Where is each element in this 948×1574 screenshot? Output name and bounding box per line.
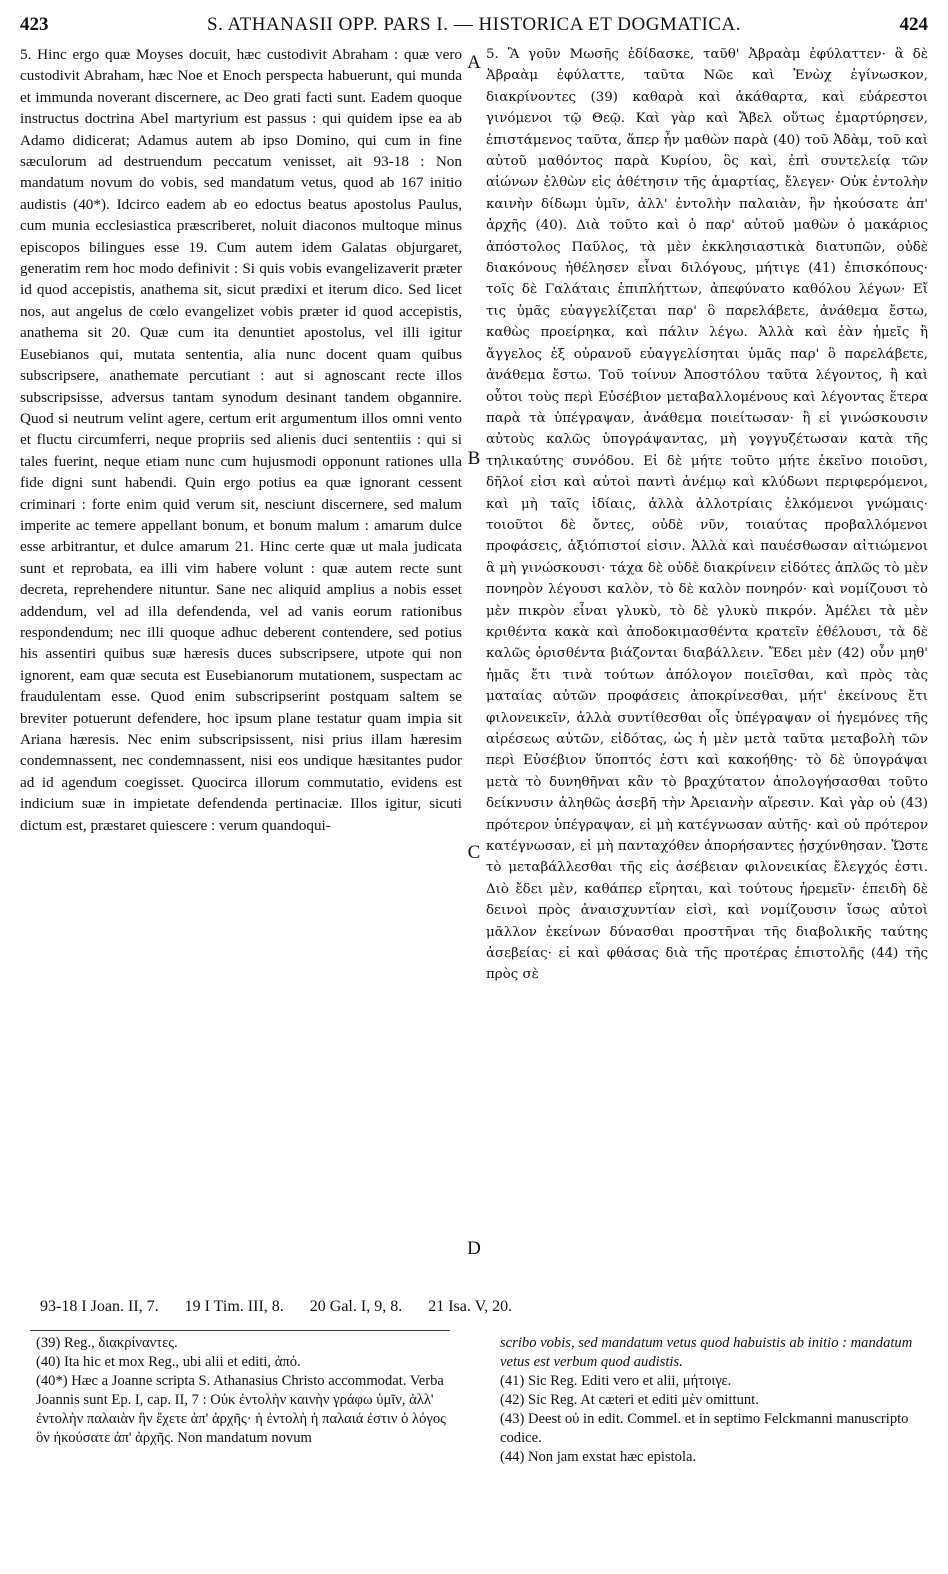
footnotes-right — [500, 1334, 920, 1467]
footnote-rule — [30, 1330, 450, 1331]
margin-letter-b: B — [467, 448, 481, 469]
latin-paragraph: 5. Hinc ergo quæ Moyses docuit, hæc custodivit Abraham : quæ vero custodivit Abraham, hæc Noe et Enoch perspecta habuerunt, qui munda et immunda noverant discernere, ac Deo grati facti sunt. Eadem quoque instructus doctrina Abel martyrium est passus : qui quidem ipse ea ab Adamo didicerat; Adamus autem ab ipso Domino, qui cum in fine sæculorum ad destruendum peccatum venisset, ait 93-18 : Non mandatum novum do vobis, sed mandatum vetus, quod ab 167 initio audistis (40*). Idcirco eadem ab eo edoctus beatus apostolus Paulus, cum munia ecclesiastica præscriberet, noluit diaconos multoque minus episcopos bilingues esse 19. Cum autem idem Galatas objurgaret, generatim rem hoc modo definivit : Si quis vobis evangelizaverit præter id quod accepistis, anathema sit, sicut prædixi et iterum dico. Sed licet nos, aut angelus de cœlo evangelizet vobis præter id quod accepistis, anathema sit 20. Quæ cum ita denuntiet apostolus, vel illi igitur Eusebianos qui, mutata sententia, alia nunc docent quam quibus subscripsere, anathemate percutiant : aut si agnoscant recte illos subscripsisse, adversus tantam synodum desinant tandem obgannire. Quod si neutrum velint agere, certum erit argumentum illos omni vento et fluctu circumferri, neque propriis sed alienis duci sententiis : qui si tales fuerint, neque etiam nunc cum hujusmodi opponunt rationes ulla fide digni sunt habendi. Quin ergo potius ea quæ ignorant cessent criminari : forte enim quid verum sit, nesciunt discernere, sed malum imperite ac temere appellant bonum, et bonum malum : amarum dulce esse arbitrantur, et dulce amarum 21. Hinc certe quæ ut mala judicata sunt et reprobata, ea illi vim habere volunt : quæ autem recte sunt decreta, reprehendere nituntur. Sane nec aliquid amplius a nobis esset addendum, vel ad illa defendenda, vel ad vanis eorum rationibus respondendum; nec illi quoque adhuc deberent contendere, sed potius his assentiri quibus suæ hæresis duces subscripsere, utpote qui non ignorent, eam quæ secuta est Eusebianorum mutationem, suspectam ac fraudulentam esse. Quod enim subscripserint postquam saltem se breviter potuerunt defendere, hoc ipsum plane testatur quam impia sit Ariana hæresis. Nec enim subscripsissent, nisi prius illam hæresim condemnassent, nec condemnassent, nisi eos undique hæsitantes pudor ad id agendum coegisset. Quocirca illorum commutatio, evidens est indicium suæ in impietate defendenda pertinaciæ. Illos igitur, sicuti dictum est, præstaret quiescere : verum quandoqui- — [20, 46, 462, 834]
footnotes-left — [36, 1334, 458, 1448]
footnote: (39) Reg., διακρίναντες. — [36, 1335, 178, 1351]
margin-letter-c: C — [467, 842, 481, 863]
latin-column — [20, 44, 462, 836]
running-title: S. ATHANASII OPP. PARS I. — HISTORICA ET DOGMATICA. — [206, 14, 742, 35]
margin-letter-d: D — [467, 1238, 481, 1259]
greek-column — [486, 44, 928, 986]
running-header — [20, 14, 928, 40]
scripture-ref: 19 I Tim. III, 8. — [184, 1298, 284, 1315]
footnote: (40*) Hæc a Joanne scripta S. Athanasius Christo accommodat. Verba Joannis sunt Ep. I, cap. II, 7 : Οὐκ ἐντολὴν καινὴν γράφω ὑμῖν, ἀλλ' ἐντολὴν παλαιὰν ἣν ἔχετε ἀπ' ἀρχῆς· ἡ ἐντολὴ ἡ παλαιά ἐστιν ὁ λόγος ὃν ἠκούσατε ἀπ' ἀρχῆς. Non mandatum novum — [36, 1373, 446, 1446]
greek-paragraph: 5. Ἃ γοῦν Μωσῆς ἐδίδασκε, ταῦθ' Ἀβραὰμ ἐφύλαττεν· ἃ δὲ Ἀβραὰμ ἐφύλαττε, ταῦτα Νῶε καὶ Ἐνὼχ ἐγίνωσκον, διακρίνοντες (39) καθαρὰ καὶ ἀκάθαρτα, καὶ εὐάρεστοι γινόμενοι τῷ Θεῷ. Καὶ γὰρ καὶ Ἄβελ οὕτως ἐμαρτύρησεν, ἐπιστάμενος ταῦτα, ἅπερ ἦν μαθὼν παρὰ (40) τοῦ Ἀδὰμ, τοῦ καὶ αὐτοῦ μαθόντος παρὰ Κυρίου, ὃς καὶ, ἐπὶ συντελείᾳ τῶν αἰώνων ἐλθὼν εἰς ἀθέτησιν τῆς ἁμαρτίας, ἔλεγεν· Οὐκ ἐντολὴν καινὴν δίδωμι ὑμῖν, ἀλλ' ἐντολὴν παλαιὰν, ἣν ἠκούσατε ἀπ' ἀρχῆς (40). Διὰ τοῦτο καὶ ὁ παρ' αὐτοῦ μαθὼν ὁ μακάριος ἀπόστολος Παῦλος, τὰ μὲν ἐκκλησιαστικὰ διατυπῶν, οὐδὲ διακόνους ἠθέλησεν εἶναι διλόγους, μήτιγε (41) ἐπισκόπους· τοῖς δὲ Γαλάταις ἐπιπλήττων, ἀπεφύνατο καθόλου λέγων· Εἴ τις ὑμᾶς εὐαγγελίζεται παρ' ὃ παρελάβετε, ἀνάθεμα ἔστω, καθὼς προείρηκα, καὶ πάλιν λέγω. Ἀλλὰ καὶ ἐὰν ἡμεῖς ἢ ἄγγελος ἐξ οὐρανοῦ εὐαγγελίσηται ὑμᾶς παρ' ὃ παρελάβετε, ἀνάθεμα ἔστω. Τοῦ τοίνυν Ἀποστόλου ταῦτα λέγοντος, ἢ καὶ οὗτοι τοὺς περὶ Εὐσέβιον μεταβαλλομένους καὶ λέγοντας ἕτερα παρὰ τὰ ὑπέγραψαν, ἀνάθεμα ποιείτωσαν· ἢ εἰ γινώσκουσιν αὐτοὺς καλῶς ὑπογράψαντας, μὴ γογγυζέτωσαν κατὰ τῆς τηλικαύτης συνόδου. Εἰ δὲ μήτε τοῦτο μήτε ἐκεῖνο ποιοῦσι, δῆλοί εἰσι καὶ αὐτοὶ παντὶ ἀνέμῳ καὶ κλύδωνι περιφερόμενοι, καὶ μὴ ταῖς ἰδίαις, ἀλλὰ ἀλλοτρίαις ἑλκόμενοι γνώμαις· τοιοῦτοι δὲ ὄντες, οὐδὲ νῦν, τοιαύτας προβαλλόμενοι προφάσεις, ἀξιόπιστοί εἰσιν. Ἀλλὰ καὶ παυέσθωσαν αἰτιώμενοι ἃ μὴ γινώσκουσι· τάχα δὲ οὐδὲ διακρίνειν εἰδότες ἁπλῶς τὸ μὲν πονηρὸν λέγουσι καλὸν, τὸ δὲ καλὸν πονηρόν· καὶ νομίζουσι τὸ μὲν πικρὸν εἶναι γλυκὺ, τὸ δὲ γλυκὺ πικρόν. Ἀμέλει τὰ μὲν κριθέντα κακὰ καὶ ἀποδοκιμασθέντα κρατεῖν ἐθέλουσι, τὰ δὲ καλῶς ὁρισθέντα βιάζονται διαβάλλειν. Ἔδει μὲν (42) οὖν μηθ' ἡμᾶς ἔτι τινὰ τούτων ἀπόλογον ποιεῖσθαι, καὶ πρὸς τὰς ματαίας αὐτῶν προφάσεις ἀποκρίνεσθαι, μήτ' ἐκείνους ἔτι φιλονεικεῖν, ἀλλὰ συντίθεσθαι οἷς ὑπέγραψαν οἱ ἡγεμόνες τῆς αἱρέσεως αὐτῶν, εἰδότας, ὡς ἡ μὲν μετὰ ταῦτα μεταβολὴ τῶν περὶ Εὐσέβιον ὕποπτός ἐστι καὶ κακοήθης· τὸ δὲ ὑπογράψαι μετὰ τὸ δυνηθῆναι κἂν τὸ βραχύτατον ἀπολογήσασθαι τοῦτο δείκνυσιν ἀληθῶς ἀσεβῆ τὴν Ἀρειανὴν αἵρεσιν. Καὶ γὰρ οὐ (43) πρότερον ὑπέγραψαν, εἰ μὴ κατέγνωσαν αὐτῆς· καὶ οὐ πρότερον κατέγνωσαν, εἰ μὴ πανταχόθεν ἀπορήσαντες ᾐσχύνθησαν. Ὥστε τὸ μεταβάλλεσθαι τῆς εἰς ἀσέβειαν φιλονεικίας ἔλεγχός ἐστι. Διὸ ἔδει μὲν, καθάπερ εἴρηται, καὶ τούτους ἠρεμεῖν· ἐπειδὴ δὲ δεινοὶ πρὸς ἀναισχυντίαν εἰσὶ, καὶ νομίζουσιν ἴσως αὐτοὶ μᾶλλον ἐκείνων δύνασθαι προστῆναι τῆς διαβολικῆς ταύτης ἀσεβείας· εἰ καὶ φθάσας διὰ τῆς προτέρας ἐπιστολῆς (44) τῆς πρὸς σὲ — [486, 47, 928, 983]
scripture-references — [40, 1298, 920, 1316]
footnote: (43) Deest οὐ in edit. Commel. et in septimo Felckmanni manuscripto codice. — [500, 1411, 909, 1446]
scripture-ref: 20 Gal. I, 9, 8. — [309, 1298, 403, 1315]
scripture-ref: 93-18 I Joan. II, 7. — [40, 1298, 159, 1315]
left-page-number: 423 — [20, 14, 49, 35]
footnote: (42) Sic Reg. At cæteri et editi μὲν omittunt. — [500, 1392, 759, 1408]
footnote: (44) Non jam exstat hæc epistola. — [500, 1449, 697, 1465]
right-page-number: 424 — [899, 14, 928, 35]
footnote: (40) Ita hic et mox Reg., ubi alii et editi, ἀπό. — [36, 1354, 301, 1370]
footnote: (41) Sic Reg. Editi vero et alii, μήτοιγε. — [500, 1373, 732, 1389]
scripture-ref: 21 Isa. V, 20. — [428, 1298, 513, 1315]
margin-letter-a: A — [467, 52, 481, 73]
footnote-continuation: scribo vobis, sed mandatum vetus quod habuistis ab initio : mandatum vetus est verbum quod audistis. — [500, 1335, 913, 1370]
